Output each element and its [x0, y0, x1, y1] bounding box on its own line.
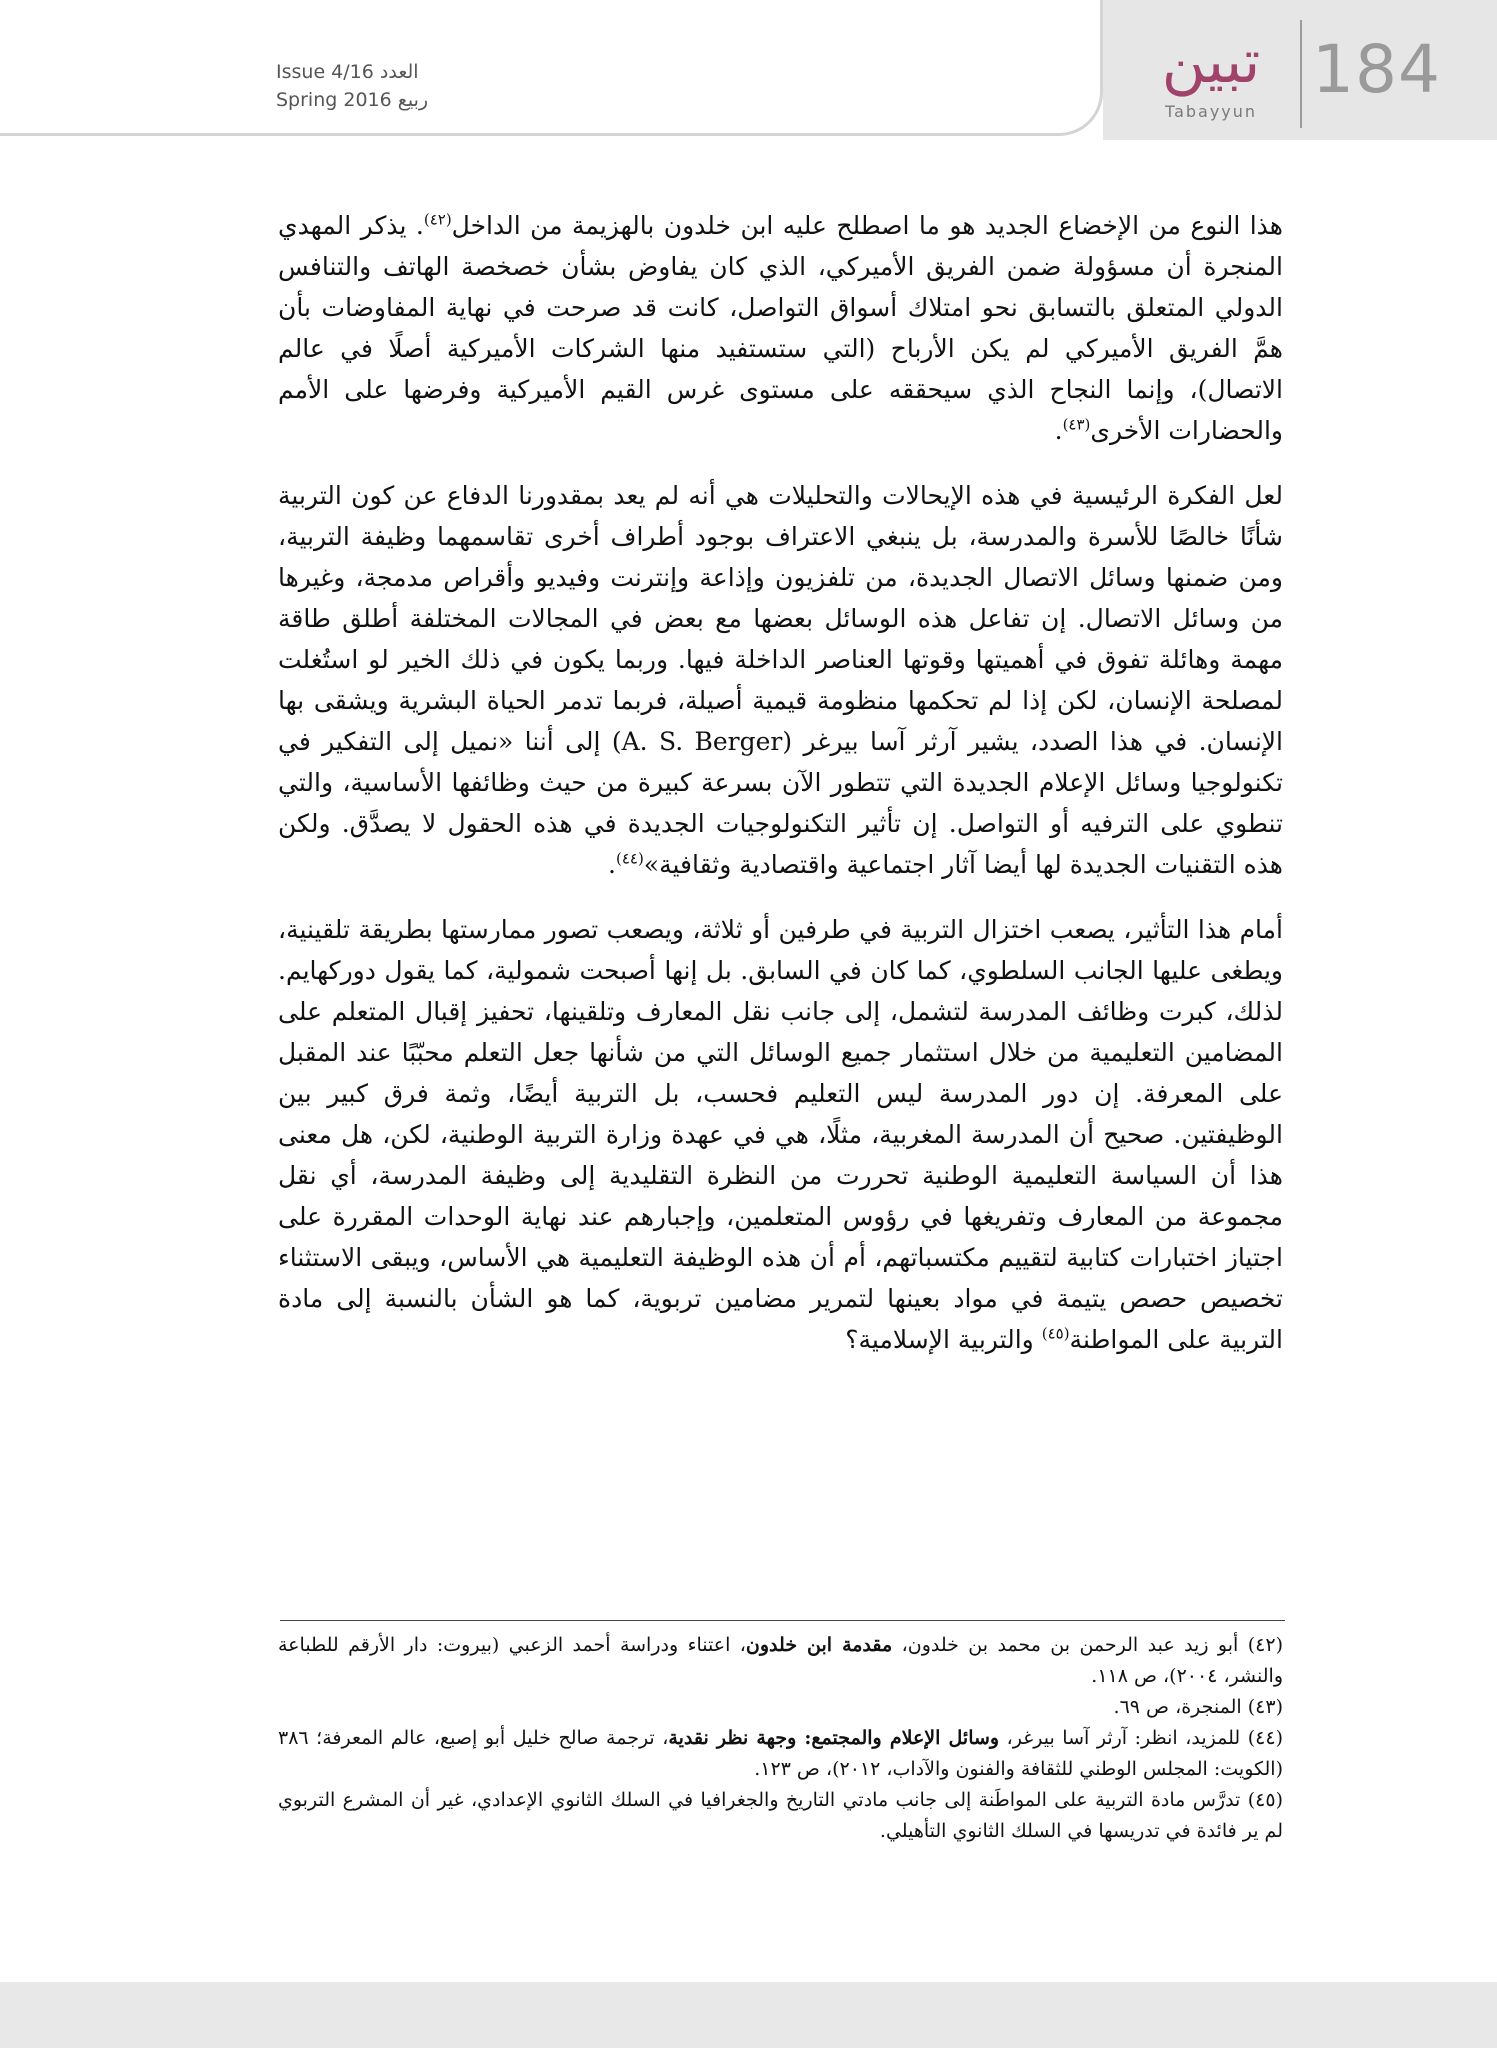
header-card — [0, 0, 1103, 136]
footnote-ref-44[interactable]: (٤٤) — [615, 849, 644, 868]
logo-latin: Tabayyun — [1164, 102, 1258, 121]
header-divider — [1300, 20, 1302, 128]
footnote-ref-43[interactable]: (٤٣) — [1062, 415, 1091, 434]
footnote-42: (٤٢) أبو زيد عبد الرحمن بن محمد بن خلدون، مقدمة ابن خلدون، اعتناء ودراسة أحمد الزعبي (بيروت: دار الأرقم للطباعة والنشر، ٢٠٠٤)، ص ١١٨. — [278, 1634, 1283, 1687]
footnote-divider — [280, 1620, 1285, 1621]
footnote-45: (٤٥) تدرَّس مادة التربية على المواطَنة إلى جانب مادتي التاريخ والجغرافيا في السلك الثانوي الإعدادي، غير أن المشرع التربوي لم ير فائدة في تدريسها في السلك الثانوي التأهيلي. — [278, 1789, 1283, 1842]
footnote-43: (٤٣) المنجرة، ص ٦٩. — [1113, 1696, 1283, 1718]
latin-name: (A. S. Berger) — [611, 727, 793, 756]
issue-info — [276, 58, 428, 114]
logo-arabic: تبين — [1161, 27, 1261, 97]
footnote-44: (٤٤) للمزيد، انظر: آرثر آسا بيرغر، وسائل الإعلام والمجتمع: وجهة نظر نقدية، ترجمة صالح خليل أبو إصبع، عالم المعرفة؛ ٣٨٦ (الكويت: المجلس الوطني للثقافة والفنون والآداب، ٢٠١٢)، ص ١٢٣. — [278, 1727, 1283, 1780]
paragraph-3: أمام هذا التأثير، يصعب اختزال التربية في طرفين أو ثلاثة، ويصعب تصور ممارستها بطريقة تلقينية، ويطغى عليها الجانب السلطوي، كما كان في السابق. بل إنها أصبحت شمولية، كما يقول دوركهايم. لذلك، كبرت وظائف المدرسة لتشمل، إلى جانب نقل المعارف وتلقينها، تحفيز إقبال المتعلم على المضامين التعليمية من خلال استثمار جميع الوسائل التي من شأنها جعل التعلم محبّبًا عند المقبل على المعرفة. إن دور المدرسة ليس التعليم فحسب، بل التربية أيضًا، وثمة فرق كبير بين الوظيفتين. صحيح أن المدرسة المغربية، مثلًا، هي في عهدة وزارة التربية الوطنية، لكن، هل معنى هذا أن السياسة التعليمية الوطنية تحررت من النظرة التقليدية إلى وظيفة المدرسة، أي نقل مجموعة من المعارف وتفريغها في رؤوس المتعلمين، وإجبارهم عند نهاية الوحدات المقررة على اجتياز اختبارات كتابية لتقييم مكتسباتهم، أم أن هذه الوظيفة التعليمية هي الأساس، ويبقى الاستثناء تخصيص حصص يتيمة في مواد بعينها لتمرير مضامين تربوية، كما هو الشأن بالنسبة إلى مادة التربية على المواطنة$^{(٤٥)}$ والتربية الإسلامية؟ — [278, 915, 1283, 1354]
season-line: Spring 2016 ربيع — [276, 89, 429, 111]
footnote-ref-42[interactable]: (٤٢) — [423, 210, 452, 229]
footnotes — [278, 1630, 1283, 1847]
paragraph-1: هذا النوع من الإخضاع الجديد هو ما اصطلح عليه ابن خلدون بالهزيمة من الداخل$^{(٤٢)}$. يذكر المهدي المنجرة أن مسؤولة ضمن الفريق الأميركي، الذي كان يفاوض بشأن خصخصة الهاتف والتنافس الدولي المتعلق بالتسابق نحو امتلاك أسواق التواصل، كانت قد صرحت في نهاية المفاوضات بأن همَّ الفريق الأميركي لم يكن الأرباح (التي ستستفيد منها الشركات الأميركية أصلًا في عالم الاتصال)، وإنما النجاح الذي سيحققه على مستوى غرس القيم الأميركية وفرضها على الأمم والحضارات الأخرى$^{(٤٣)}$. — [278, 210, 1283, 445]
page-header — [0, 0, 1497, 140]
footer-band — [0, 1982, 1497, 2048]
page-number: 184 — [1312, 31, 1441, 108]
paragraph-2: لعل الفكرة الرئيسية في هذه الإيحالات والتحليلات هي أنه لم يعد بمقدورنا الدفاع عن كون التربية شأنًا خالصًا للأسرة والمدرسة، بل ينبغي الاعتراف بوجود أطراف أخرى تقاسمهما وظيفة التربية، ومن ضمنها وسائل الاتصال الجديدة، من تلفزيون وإذاعة وإنترنت وفيديو وأقراص مدمجة، وغيرها من وسائل الاتصال. إن تفاعل هذه الوسائل بعضها مع بعض في المجالات المختلفة أطلق طاقة مهمة وهائلة تفوق في أهميتها وقوتها العناصر الداخلة فيها. وربما يكون في ذلك الخير لو استُغلت لمصلحة الإنسان، لكن إذا لم تحكمها منظومة قيمية أصيلة، فربما تدمر الحياة البشرية ويشقى بها الإنسان. في هذا الصدد، يشير آرثر آسا بيرغر (A. S. Berger) إلى أننا «نميل إلى التفكير في تكنولوجيا وسائل الإعلام الجديدة التي تتطور الآن بسرعة كبيرة من حيث وظائفها الأساسية، والتي تنطوي على الترفيه أو التواصل. إن تأثير التكنولوجيات الجديدة في هذه الحقول لا يصدَّق. ولكن هذه التقنيات الجديدة لها أيضا آثار اجتماعية واقتصادية وثقافية»$^{(٤٤)}$. — [278, 481, 1283, 879]
article-body — [278, 205, 1283, 1384]
issue-line: Issue 4/16 العدد — [276, 61, 419, 83]
journal-logo — [1122, 22, 1300, 132]
footnote-ref-45[interactable]: (٤٥) — [1041, 1324, 1070, 1343]
